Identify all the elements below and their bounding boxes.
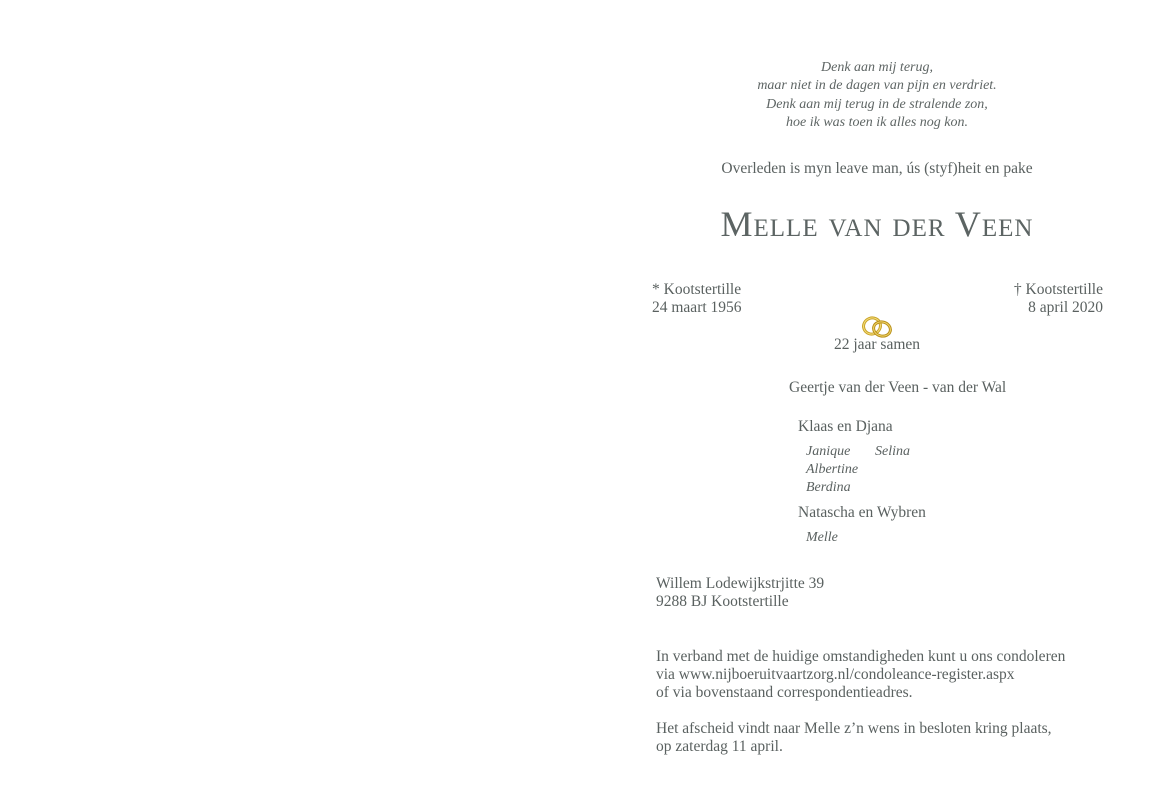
- years-together: 22 jaar samen: [833, 336, 921, 353]
- condolence-url-line: via www.nijboeruitvaartzorg.nl/condoleance-register.aspx: [656, 666, 1015, 684]
- death-place: † Kootstertille: [1013, 281, 1103, 298]
- condolence-line: In verband met de huidige omstandigheden kunt u ons condoleren: [656, 648, 1066, 665]
- correspondence-address: [656, 575, 824, 611]
- address-street: Willem Lodewijkstrjitte 39: [656, 575, 825, 592]
- memorial-poem: [640, 59, 1114, 132]
- condolence-line: of via bovenstaand correspondentieadres.: [656, 684, 913, 702]
- grandchild-name: Melle: [806, 530, 838, 545]
- death-info: [1014, 281, 1103, 317]
- grandchild-name: Selina: [875, 444, 910, 459]
- condolence-info: [656, 648, 1065, 703]
- address-city: 9288 BJ Kootstertille: [656, 593, 789, 611]
- poem-line: Denk aan mij terug,: [821, 60, 933, 75]
- family-group-2-parents: Natascha en Wybren: [798, 504, 926, 521]
- poem-line: Denk aan mij terug in de stralende zon,: [766, 96, 988, 112]
- spouse-name: Geertje van der Veen - van der Wal: [789, 379, 1007, 396]
- birth-info: [652, 281, 742, 317]
- birth-date: 24 maart 1956: [652, 299, 742, 316]
- family-group-1-parents: Klaas en Djana: [798, 418, 893, 435]
- farewell-line: op zaterdag 11 april.: [656, 738, 783, 756]
- grandchild-name: Janique: [806, 444, 851, 459]
- birth-place: * Kootstertille: [652, 281, 742, 298]
- poem-line: maar niet in de dagen van pijn en verdriet.: [757, 78, 997, 94]
- farewell-line: Het afscheid vindt naar Melle z’n wens in besloten kring plaats,: [656, 720, 1052, 737]
- farewell-info: [656, 720, 1052, 756]
- poem-line: hoe ik was toen ik alles nog kon.: [786, 114, 968, 130]
- announcement-intro: Overleden is myn leave man, ús (styf)heit en pake: [721, 160, 1033, 177]
- grandchild-name: Berdina: [806, 480, 851, 495]
- grandchild-name: Albertine: [806, 462, 859, 477]
- deceased-name: Melle van der Veen: [720, 204, 1034, 244]
- death-date: 8 april 2020: [1028, 299, 1103, 316]
